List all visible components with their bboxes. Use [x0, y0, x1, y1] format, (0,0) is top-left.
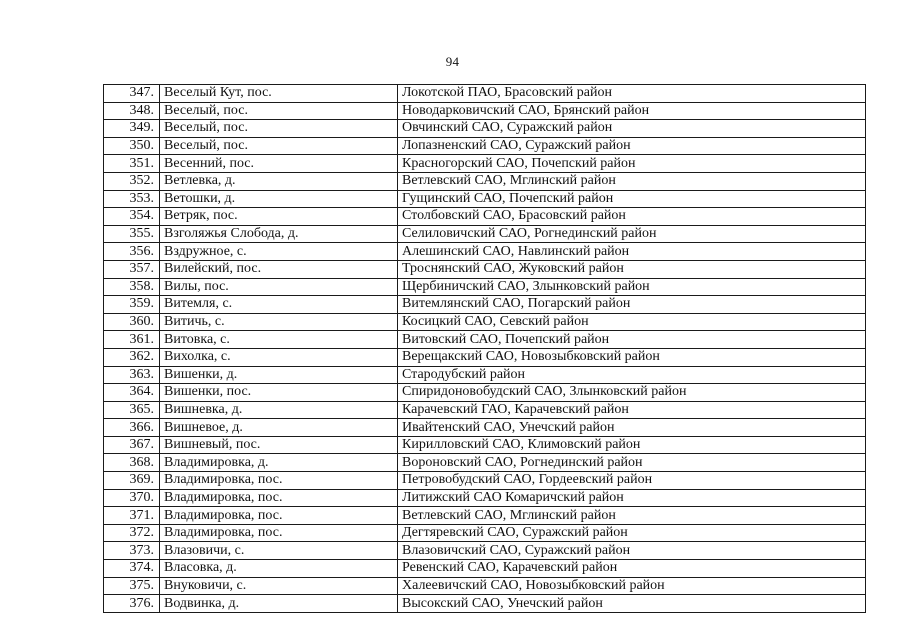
- administration-cell: Ревенский САО, Карачевский район: [398, 560, 866, 578]
- administration-cell: Стародубский район: [398, 366, 866, 384]
- row-number-cell: 362.: [104, 348, 160, 366]
- settlement-name-cell: Влазовичи, с.: [160, 542, 398, 560]
- row-number-cell: 351.: [104, 155, 160, 173]
- table-row: [104, 278, 866, 296]
- settlement-name-cell: Вишенки, пос.: [160, 384, 398, 402]
- administration-cell: Локотской ПАО, Брасовский район: [398, 85, 866, 103]
- administration-cell: Влазовичский САО, Суражский район: [398, 542, 866, 560]
- table-row: [104, 542, 866, 560]
- row-number-cell: 367.: [104, 436, 160, 454]
- row-number-cell: 358.: [104, 278, 160, 296]
- row-number-cell: 370.: [104, 489, 160, 507]
- row-number-cell: 374.: [104, 560, 160, 578]
- table-row: [104, 454, 866, 472]
- table-row: [104, 313, 866, 331]
- administration-cell: Литижский САО Комаричский район: [398, 489, 866, 507]
- settlement-name-cell: Ветлевка, д.: [160, 172, 398, 190]
- administration-cell: Красногорский САО, Почепский район: [398, 155, 866, 173]
- administration-cell: Овчинский САО, Суражский район: [398, 120, 866, 138]
- table-row: [104, 225, 866, 243]
- administration-cell: Гущинский САО, Почепский район: [398, 190, 866, 208]
- settlements-table-body: [104, 85, 866, 613]
- row-number-cell: 376.: [104, 595, 160, 613]
- row-number-cell: 359.: [104, 296, 160, 314]
- row-number-cell: 348.: [104, 102, 160, 120]
- settlement-name-cell: Владимировка, д.: [160, 454, 398, 472]
- table-row: [104, 524, 866, 542]
- row-number-cell: 360.: [104, 313, 160, 331]
- settlement-name-cell: Внуковичи, с.: [160, 577, 398, 595]
- settlement-name-cell: Вишневое, д.: [160, 419, 398, 437]
- row-number-cell: 369.: [104, 472, 160, 490]
- settlement-name-cell: Вилы, пос.: [160, 278, 398, 296]
- table-row: [104, 348, 866, 366]
- settlement-name-cell: Витемля, с.: [160, 296, 398, 314]
- row-number-cell: 375.: [104, 577, 160, 595]
- table-row: [104, 137, 866, 155]
- table-row: [104, 384, 866, 402]
- administration-cell: Столбовский САО, Брасовский район: [398, 208, 866, 226]
- row-number-cell: 347.: [104, 85, 160, 103]
- settlement-name-cell: Веселый, пос.: [160, 102, 398, 120]
- row-number-cell: 350.: [104, 137, 160, 155]
- administration-cell: Спиридоновобудский САО, Злынковский район: [398, 384, 866, 402]
- administration-cell: Петровобудский САО, Гордеевский район: [398, 472, 866, 490]
- settlement-name-cell: Вишенки, д.: [160, 366, 398, 384]
- administration-cell: Щербиничский САО, Злынковский район: [398, 278, 866, 296]
- page-number: 94: [445, 54, 460, 69]
- settlement-name-cell: Веселый, пос.: [160, 137, 398, 155]
- administration-cell: Косицкий САО, Севский район: [398, 313, 866, 331]
- administration-cell: Ивайтенский САО, Унечский район: [398, 419, 866, 437]
- administration-cell: Верещакский САО, Новозыбковский район: [398, 348, 866, 366]
- table-row: [104, 366, 866, 384]
- settlement-name-cell: Ветряк, пос.: [160, 208, 398, 226]
- settlement-name-cell: Вихолка, с.: [160, 348, 398, 366]
- settlement-name-cell: Власовка, д.: [160, 560, 398, 578]
- row-number-cell: 357.: [104, 260, 160, 278]
- administration-cell: Селиловичский САО, Рогнединский район: [398, 225, 866, 243]
- row-number-cell: 356.: [104, 243, 160, 261]
- settlement-name-cell: Взголяжья Слобода, д.: [160, 225, 398, 243]
- settlement-name-cell: Весенний, пос.: [160, 155, 398, 173]
- settlement-name-cell: Владимировка, пос.: [160, 489, 398, 507]
- table-row: [104, 577, 866, 595]
- row-number-cell: 366.: [104, 419, 160, 437]
- row-number-cell: 371.: [104, 507, 160, 525]
- row-number-cell: 368.: [104, 454, 160, 472]
- administration-cell: Вороновский САО, Рогнединский район: [398, 454, 866, 472]
- administration-cell: Витовский САО, Почепский район: [398, 331, 866, 349]
- settlement-name-cell: Веселый Кут, пос.: [160, 85, 398, 103]
- table-row: [104, 296, 866, 314]
- administration-cell: Кирилловский САО, Климовский район: [398, 436, 866, 454]
- table-row: [104, 155, 866, 173]
- row-number-cell: 349.: [104, 120, 160, 138]
- administration-cell: Высокский САО, Унечский район: [398, 595, 866, 613]
- administration-cell: Лопазненский САО, Суражский район: [398, 137, 866, 155]
- administration-cell: Карачевский ГАО, Карачевский район: [398, 401, 866, 419]
- row-number-cell: 364.: [104, 384, 160, 402]
- administration-cell: Халеевичский САО, Новозыбковский район: [398, 577, 866, 595]
- settlement-name-cell: Вздружное, с.: [160, 243, 398, 261]
- settlement-name-cell: Водвинка, д.: [160, 595, 398, 613]
- settlement-name-cell: Владимировка, пос.: [160, 524, 398, 542]
- row-number-cell: 365.: [104, 401, 160, 419]
- table-row: [104, 507, 866, 525]
- table-row: [104, 489, 866, 507]
- row-number-cell: 372.: [104, 524, 160, 542]
- administration-cell: Дегтяревский САО, Суражский район: [398, 524, 866, 542]
- administration-cell: Новодарковичский САО, Брянский район: [398, 102, 866, 120]
- table-row: [104, 208, 866, 226]
- table-row: [104, 331, 866, 349]
- table-row: [104, 401, 866, 419]
- settlements-table: [103, 84, 866, 613]
- row-number-cell: 361.: [104, 331, 160, 349]
- settlement-name-cell: Вилейский, пос.: [160, 260, 398, 278]
- row-number-cell: 354.: [104, 208, 160, 226]
- row-number-cell: 355.: [104, 225, 160, 243]
- table-row: [104, 419, 866, 437]
- table-row: [104, 85, 866, 103]
- administration-cell: Алешинский САО, Навлинский район: [398, 243, 866, 261]
- settlement-name-cell: Владимировка, пос.: [160, 507, 398, 525]
- row-number-cell: 353.: [104, 190, 160, 208]
- table-row: [104, 190, 866, 208]
- row-number-cell: 352.: [104, 172, 160, 190]
- row-number-cell: 373.: [104, 542, 160, 560]
- settlement-name-cell: Витичь, с.: [160, 313, 398, 331]
- table-row: [104, 595, 866, 613]
- administration-cell: Троснянский САО, Жуковский район: [398, 260, 866, 278]
- settlement-name-cell: Веселый, пос.: [160, 120, 398, 138]
- settlement-name-cell: Владимировка, пос.: [160, 472, 398, 490]
- administration-cell: Ветлевский САО, Мглинский район: [398, 172, 866, 190]
- table-row: [104, 472, 866, 490]
- administration-cell: Витемлянский САО, Погарский район: [398, 296, 866, 314]
- table-row: [104, 260, 866, 278]
- settlement-name-cell: Ветошки, д.: [160, 190, 398, 208]
- table-row: [104, 172, 866, 190]
- administration-cell: Ветлевский САО, Мглинский район: [398, 507, 866, 525]
- row-number-cell: 363.: [104, 366, 160, 384]
- table-row: [104, 560, 866, 578]
- table-row: [104, 120, 866, 138]
- settlement-name-cell: Вишневый, пос.: [160, 436, 398, 454]
- table-row: [104, 436, 866, 454]
- table-row: [104, 102, 866, 120]
- table-row: [104, 243, 866, 261]
- settlement-name-cell: Витовка, с.: [160, 331, 398, 349]
- settlement-name-cell: Вишневка, д.: [160, 401, 398, 419]
